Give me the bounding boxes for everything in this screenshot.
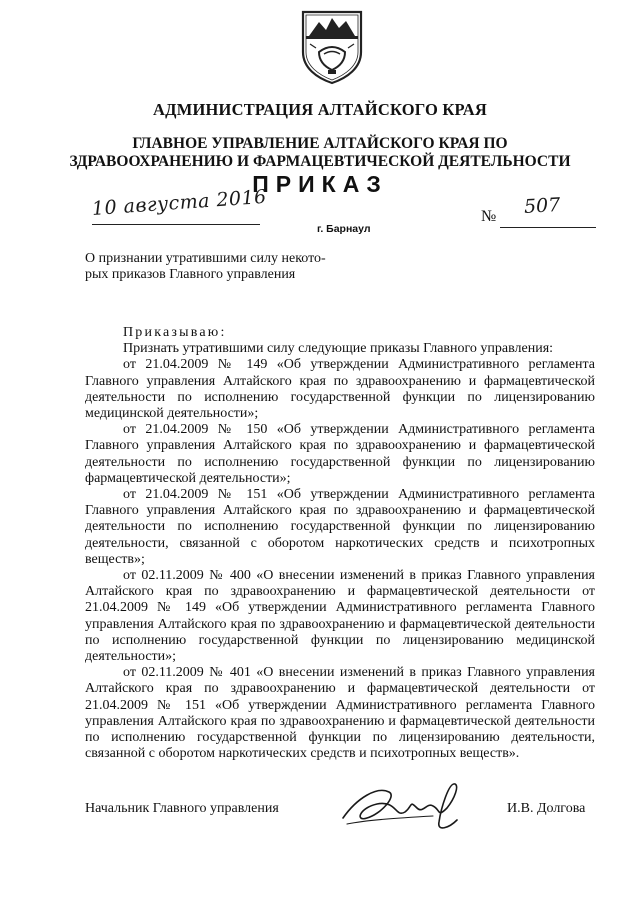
handwritten-number: 507 xyxy=(523,194,561,218)
date-underline xyxy=(92,224,260,225)
order-item: от 02.11.2009 № 401 «О внесении изменений в приказ Главного управления Алтайского края по здравоохранению и фармацевтической деятельности от 21.04.2009 № 151 «Об утверждении Административного регламента Главного управления Алтайского края по здравоохранению и фармацевтической деятельности по исполнению государственной функции по лицензированию деятельности, связанной с оборотом наркотических средств и психотропных веществ». xyxy=(85,665,595,762)
order-subject xyxy=(85,251,326,283)
order-intro: Признать утратившими силу следующие приказы Главного управления: xyxy=(123,341,554,357)
coat-of-arms-icon xyxy=(297,6,367,86)
order-item: от 21.04.2009 № 149 «Об утверждении Административного регламента Главного управления Алтайского края по здравоохранению и фармацевтической деятельности по исполнению государственной функции по лицензированию медицинской деятельности»; xyxy=(85,357,595,422)
order-body xyxy=(85,325,595,762)
number-underline xyxy=(500,227,596,228)
signatory-role: Начальник Главного управления xyxy=(85,801,279,816)
handwritten-signature xyxy=(337,778,472,836)
number-label: № xyxy=(481,208,497,225)
administration-title: АДМИНИСТРАЦИЯ АЛТАЙСКОГО КРАЯ xyxy=(153,100,487,119)
department-title-line2: ЗДРАВООХРАНЕНИЮ И ФАРМАЦЕВТИЧЕСКОЙ ДЕЯТЕЛЬНОСТИ xyxy=(69,153,571,170)
order-item: от 21.04.2009 № 151 «Об утверждении Административного регламента Главного управления Алтайского края по здравоохранению и фармацевтической деятельности по исполнению государственной функции по лицензированию деятельности, связанной с оборотом наркотических средств и психотропных веществ»; xyxy=(85,487,595,567)
department-title-line1: ГЛАВНОЕ УПРАВЛЕНИЕ АЛТАЙСКОГО КРАЯ ПО xyxy=(132,135,508,152)
city-label: г. Барнаул xyxy=(317,223,371,235)
order-word: Приказываю: xyxy=(123,325,227,340)
signatory-name: И.В. Долгова xyxy=(507,801,586,816)
subject-line2: рых приказов Главного управления xyxy=(85,267,296,282)
subject-line1: О признании утратившими силу некото- xyxy=(85,251,326,266)
order-item: от 02.11.2009 № 400 «О внесении изменений в приказ Главного управления Алтайского края по здравоохранению и фармацевтической деятельности от 21.04.2009 № 149 «Об утверждении Административного регламента Главного управления Алтайского края по здравоохранению и фармацевтической деятельности по исполнению государственной функции по лицензированию медицинской деятельности»; xyxy=(85,568,595,665)
handwritten-date: 10 августа 2016 xyxy=(91,185,268,220)
document-type-title: ПРИКАЗ xyxy=(252,171,388,197)
order-item: от 21.04.2009 № 150 «Об утверждении Административного регламента Главного управления Алтайского края по здравоохранению и фармацевтической деятельности по исполнению государственной функции по лицензированию фармацевтической деятельности»; xyxy=(85,422,595,486)
